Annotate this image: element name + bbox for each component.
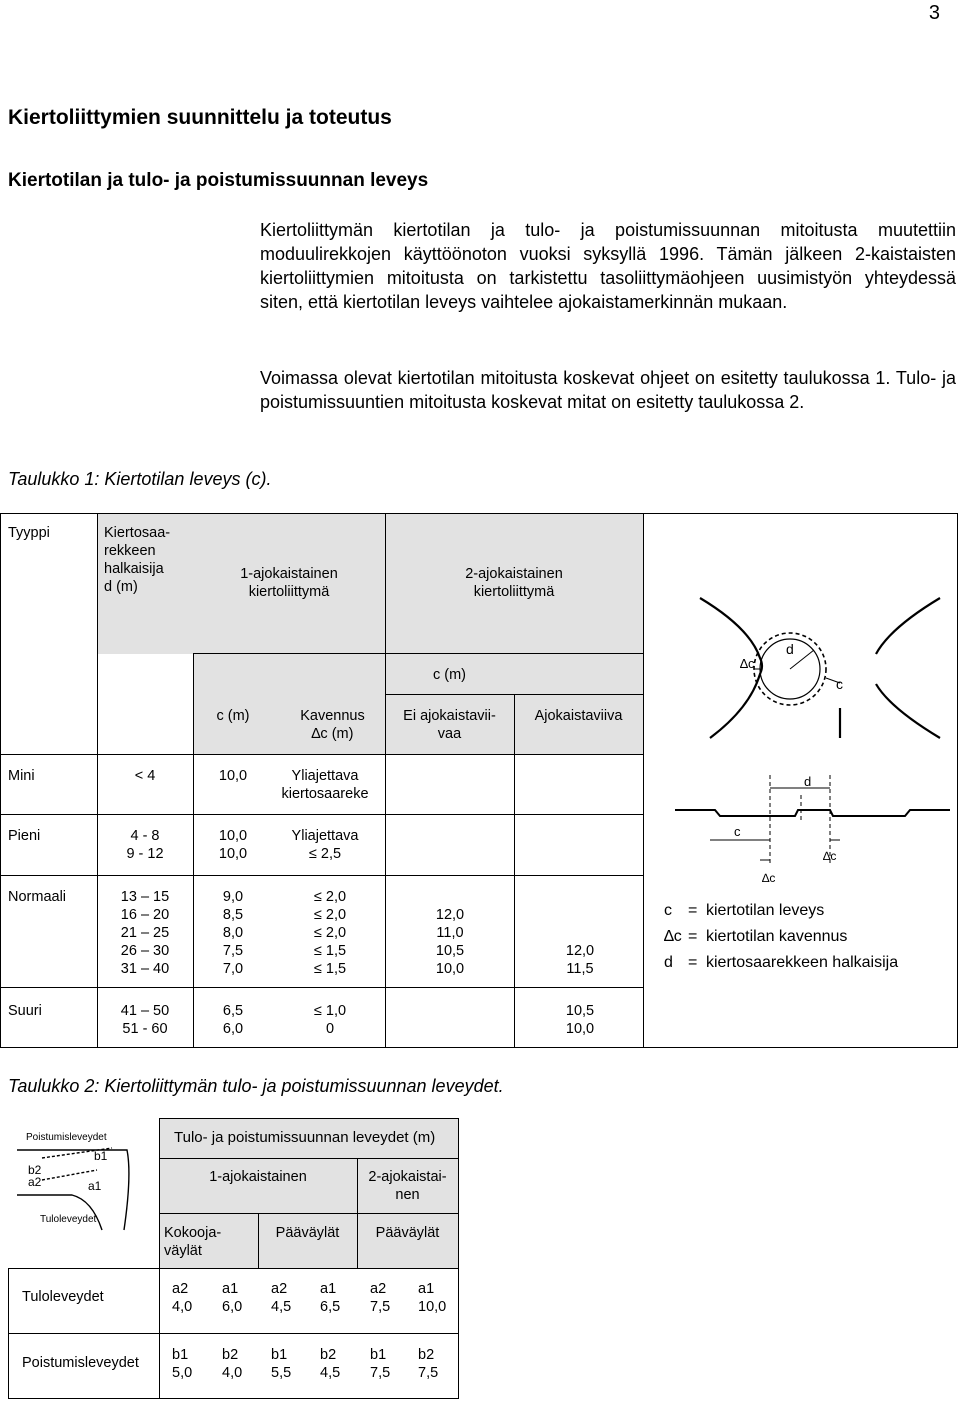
cross-section-diagram (670, 770, 955, 885)
row-normaali-d: 13 – 15 16 – 20 21 – 25 26 – 30 31 – 40 (120, 889, 170, 977)
legend-row-c: c = kiertotilan leveys (664, 902, 825, 919)
row-suuri-d: 41 – 50 51 - 60 (120, 1003, 170, 1037)
th-c-one: c (m) (216, 708, 250, 724)
row-normaali-no-mark: 12,0 11,0 10,5 10,0 (435, 907, 465, 977)
row-suuri-c: 6,5 6,0 (222, 1003, 244, 1037)
row-mini-type: Mini (8, 768, 35, 784)
th-widening: Kavennus ∆c (m) (300, 708, 365, 742)
row-exit-label: Poistumisleveydet (22, 1355, 139, 1371)
th-two-lane: 2-ajokaistainen kiertoliittymä (465, 566, 563, 600)
diagram-entry-label: Tuloleveydet (40, 1214, 97, 1225)
row-pieni-c: 10,0 10,0 (218, 828, 248, 862)
row-pieni-d: 4 - 8 9 - 12 (126, 828, 164, 862)
row-normaali-type: Normaali (8, 889, 67, 905)
row-entry-cell: a2 4,0 (172, 1281, 193, 1315)
table2-one-lane: 1-ajokaistainen (209, 1169, 307, 1185)
section-label-d: d (804, 774, 812, 789)
row-suuri-type: Suuri (8, 1003, 42, 1019)
row-mini-c: 10,0 (218, 768, 248, 784)
th-diameter: Kiertosaa- rekkeen halkaisija d (m) (104, 525, 171, 595)
row-normaali-dc: ≤ 2,0 ≤ 2,0 ≤ 2,0 ≤ 1,5 ≤ 1,5 (313, 889, 347, 977)
th-no-marking: Ei ajokaistavii- vaa (403, 708, 496, 742)
row-pieni-type: Pieni (8, 828, 41, 844)
row-entry-cell: a2 4,5 (271, 1281, 292, 1315)
row-suuri-dc: ≤ 1,0 0 (313, 1003, 347, 1037)
row-entry-cell: a1 6,5 (320, 1281, 341, 1315)
table2-col-main1: Pääväylät (275, 1225, 340, 1241)
row-mini-d: < 4 (134, 768, 156, 784)
diagram-b2: b2 (28, 1163, 42, 1177)
paragraph-2: Voimassa olevat kiertotilan mitoitusta koskevat ohjeet on esitetty taulukossa 1. Tulo- ja poistumissuuntien mitoitusta koskevat mitat on esitetty taulukossa 2. (260, 368, 956, 412)
legend-row-d: d = kiertosaarekkeen halkaisija (664, 954, 899, 971)
row-entry-label: Tuloleveydet (22, 1289, 104, 1305)
section-title: Kiertotilan ja tulo- ja poistumissuunnan leveys (8, 170, 429, 191)
th-c-two: c (m) (432, 667, 466, 683)
row-exit-cell: b1 7,5 (370, 1347, 391, 1381)
row-pieni-dc: Yliajettava ≤ 2,5 (291, 828, 359, 862)
section-label-c: c (734, 824, 741, 839)
row-normaali-c: 9,0 8,5 8,0 7,5 7,0 (222, 889, 244, 977)
diagram-b1: b1 (94, 1149, 108, 1163)
section-label-dc-right: ∆c (823, 849, 837, 863)
table2-col-main2: Pääväylät (375, 1225, 440, 1241)
row-normaali-mark: 12,0 11,5 (565, 943, 595, 977)
diagram-label-c: c (836, 676, 843, 692)
table2-caption: Taulukko 2: Kiertoliittymän tulo- ja poistumissuunnan leveydet. (8, 1076, 504, 1096)
table1-caption: Taulukko 1: Kiertotilan leveys (c). (8, 469, 272, 489)
row-entry-cell: a1 6,0 (222, 1281, 243, 1315)
section-label-dc-bottom: ∆c (762, 871, 776, 885)
roundabout-plan-diagram (690, 588, 950, 748)
diagram-label-d: d (786, 641, 794, 657)
diagram-a2: a2 (28, 1175, 42, 1189)
th-one-lane: 1-ajokaistainen kiertoliittymä (240, 566, 338, 600)
page-number: 3 (928, 2, 940, 24)
entry-exit-diagram (12, 1120, 157, 1232)
diagram-exit-label: Poistumisleveydet (26, 1132, 107, 1143)
row-mini-dc: Yliajettava kiertosaareke (281, 768, 369, 802)
diagram-a1: a1 (88, 1179, 102, 1193)
th-type: Tyyppi (8, 525, 50, 541)
row-exit-cell: b2 7,5 (418, 1347, 439, 1381)
table2-header: Tulo- ja poistumissuunnan leveydet (m) (174, 1129, 436, 1146)
legend-row-dc: ∆c = kiertotilan kavennus (664, 928, 848, 945)
row-exit-cell: b1 5,0 (172, 1347, 193, 1381)
row-exit-cell: b2 4,0 (222, 1347, 243, 1381)
row-suuri-mark: 10,5 10,0 (565, 1003, 595, 1037)
th-marking: Ajokaistaviiva (534, 708, 623, 724)
row-exit-cell: b2 4,5 (320, 1347, 341, 1381)
paragraph-1: Kiertoliittymän kiertotilan ja tulo- ja poistumissuunnan mitoitusta muutettiin moduulirekkojen käyttöönoton vuoksi syksyllä 1996. Tämän jälkeen 2-kaistaisten kiertoliittymien mitoitusta on tarkistettu tasoliittymäohjeen uusimistyön yhteydessä siten, että kiertotilan leveys vaihtelee ajokaistamerkinnän mukaan. (260, 220, 956, 312)
table2-two-lane: 2-ajokaistai- nen (368, 1169, 447, 1203)
diagram-label-dc: ∆c (740, 656, 755, 671)
row-exit-cell: b1 5,5 (271, 1347, 292, 1381)
row-entry-cell: a2 7,5 (370, 1281, 391, 1315)
page-title: Kiertoliittymien suunnittelu ja toteutus (8, 106, 392, 129)
table2-col-collector: Kokooja- väylät (164, 1225, 222, 1259)
table1-legend (664, 898, 898, 976)
row-entry-cell: a1 10,0 (418, 1281, 447, 1315)
